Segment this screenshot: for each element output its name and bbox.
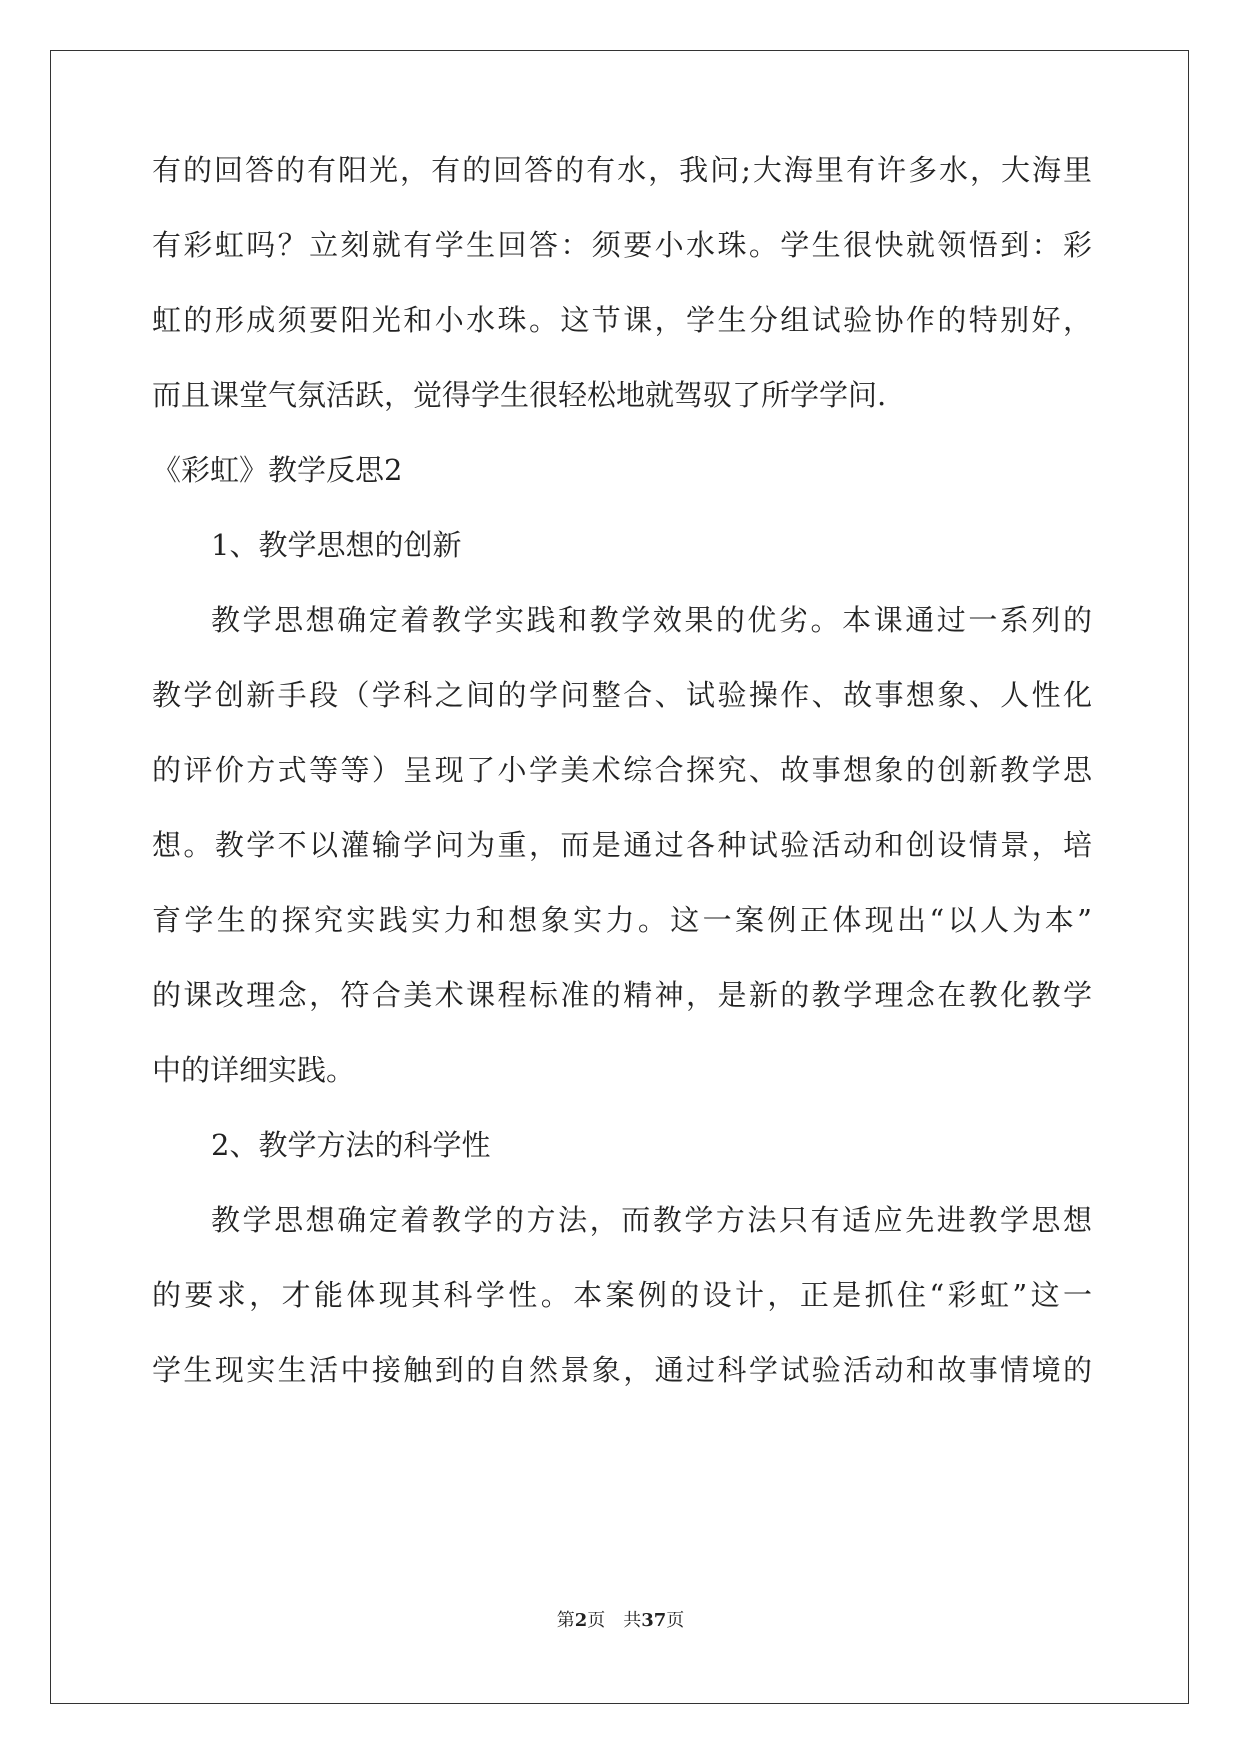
paragraph-line: 中的详细实践。 xyxy=(152,1053,356,1087)
page-border xyxy=(50,50,1189,1704)
paragraph-line: 虹的形成须要阳光和小水珠。这节课，学生分组试验协作的特别好， xyxy=(152,303,1092,337)
paragraph-line: 教学思想确定着教学实践和教学效果的优劣。本课通过一系列的 xyxy=(211,603,1092,637)
total-pages: 37 xyxy=(641,1610,667,1631)
paragraph-line: 育学生的探究实践实力和想象实力。这一案例正体现出“以人为本” xyxy=(152,903,1092,937)
page-number: 2 xyxy=(574,1610,588,1631)
paragraph-line: 教学创新手段（学科之间的学问整合、试验操作、故事想象、人性化 xyxy=(152,678,1092,712)
paragraph-line: 教学思想确定着教学的方法，而教学方法只有适应先进教学思想 xyxy=(211,1203,1092,1237)
subheading: 1、教学思想的创新 xyxy=(211,528,462,562)
section-title: 《彩虹》教学反思2 xyxy=(152,453,403,487)
footer-prefix: 第 xyxy=(556,1610,575,1631)
paragraph-line: 的要求，才能体现其科学性。本案例的设计，正是抓住“彩虹”这一 xyxy=(152,1278,1092,1312)
subheading: 2、教学方法的科学性 xyxy=(211,1128,491,1162)
paragraph-line: 有的回答的有阳光，有的回答的有水，我问;大海里有许多水，大海里 xyxy=(152,153,1092,187)
paragraph-line: 学生现实生活中接触到的自然景象，通过科学试验活动和故事情境的 xyxy=(152,1353,1092,1387)
paragraph-line: 有彩虹吗？立刻就有学生回答：须要小水珠。学生很快就领悟到：彩 xyxy=(152,228,1092,262)
footer-mid: 页 共 xyxy=(587,1610,642,1631)
paragraph-line: 想。教学不以灌输学问为重，而是通过各种试验活动和创设情景，培 xyxy=(152,828,1092,862)
paragraph-line: 的评价方式等等）呈现了小学美术综合探究、故事想象的创新教学思 xyxy=(152,753,1092,787)
paragraph-line: 的课改理念，符合美术课程标准的精神，是新的教学理念在教化教学 xyxy=(152,978,1092,1012)
page-footer xyxy=(0,1609,1241,1633)
footer-suffix: 页 xyxy=(666,1610,685,1631)
paragraph-line: 而且课堂气氛活跃，觉得学生很轻松地就驾驭了所学学问. xyxy=(152,378,887,412)
